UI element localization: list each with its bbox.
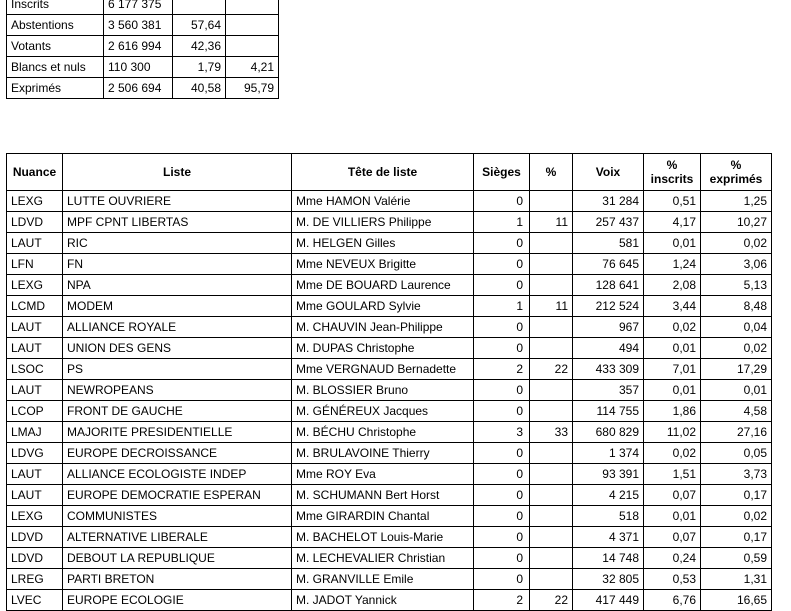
cell-tete-de-liste: M. BÉCHU Christophe — [292, 422, 474, 443]
cell-pct — [530, 254, 573, 275]
cell-nuance: LAUT — [7, 380, 63, 401]
cell-tete-de-liste: M. CHAUVIN Jean-Philippe — [292, 317, 474, 338]
cell-nuance: LDVD — [7, 527, 63, 548]
cell-sieges: 2 — [474, 359, 530, 380]
cell-voix: 4 371 — [573, 527, 644, 548]
cell-voix: 357 — [573, 380, 644, 401]
cell-sieges: 0 — [474, 401, 530, 422]
cell-nuance: LVEC — [7, 590, 63, 611]
cell-voix: 128 641 — [573, 275, 644, 296]
cell-pct-inscrits: 0,24 — [644, 548, 701, 569]
cell-pct-inscrits: 0,02 — [644, 317, 701, 338]
cell-pct-exprimes: 17,29 — [701, 359, 772, 380]
summary-pct-votants — [226, 0, 279, 15]
cell-sieges: 0 — [474, 506, 530, 527]
summary-count: 2 616 994 — [104, 36, 173, 57]
cell-voix: 14 748 — [573, 548, 644, 569]
table-row — [7, 233, 772, 254]
table-row — [7, 548, 772, 569]
cell-tete-de-liste: Mme GIRARDIN Chantal — [292, 506, 474, 527]
summary-row — [7, 36, 279, 57]
cell-tete-de-liste: M. HELGEN Gilles — [292, 233, 474, 254]
cell-pct-inscrits: 3,44 — [644, 296, 701, 317]
summary-label: Blancs et nuls — [7, 57, 104, 78]
header-pct-inscrits — [644, 154, 701, 191]
cell-liste: ALTERNATIVE LIBERALE — [63, 527, 292, 548]
cell-voix: 32 805 — [573, 569, 644, 590]
cell-voix: 212 524 — [573, 296, 644, 317]
cell-pct-exprimes: 0,05 — [701, 443, 772, 464]
cell-pct-exprimes: 0,02 — [701, 233, 772, 254]
cell-pct-inscrits: 1,86 — [644, 401, 701, 422]
summary-row — [7, 57, 279, 78]
cell-voix: 494 — [573, 338, 644, 359]
summary-pct-votants — [226, 15, 279, 36]
cell-pct-exprimes: 10,27 — [701, 212, 772, 233]
cell-sieges: 2 — [474, 590, 530, 611]
cell-liste: ALLIANCE ROYALE — [63, 317, 292, 338]
cell-pct-inscrits: 0,07 — [644, 485, 701, 506]
cell-pct: 22 — [530, 590, 573, 611]
cell-tete-de-liste: M. DUPAS Christophe — [292, 338, 474, 359]
cell-sieges: 1 — [474, 212, 530, 233]
cell-liste: EUROPE DECROISSANCE — [63, 443, 292, 464]
cell-pct: 11 — [530, 296, 573, 317]
cell-pct-exprimes: 1,25 — [701, 191, 772, 212]
turnout-summary-body — [7, 0, 279, 99]
header-pct-inscrits-line1: % — [666, 158, 678, 172]
header-pct-exprimes-line2: exprimés — [709, 172, 763, 186]
cell-liste: LUTTE OUVRIERE — [63, 191, 292, 212]
cell-liste: EUROPE ECOLOGIE — [63, 590, 292, 611]
header-nuance: Nuance — [7, 154, 63, 191]
cell-pct — [530, 548, 573, 569]
cell-voix: 680 829 — [573, 422, 644, 443]
turnout-summary-table — [6, 0, 279, 99]
summary-count: 6 177 375 — [104, 0, 173, 15]
summary-pct-votants — [226, 36, 279, 57]
summary-count: 110 300 — [104, 57, 173, 78]
cell-pct — [530, 401, 573, 422]
cell-pct-inscrits: 0,01 — [644, 233, 701, 254]
cell-pct-exprimes: 27,16 — [701, 422, 772, 443]
cell-nuance: LAUT — [7, 338, 63, 359]
table-row — [7, 485, 772, 506]
summary-label: Inscrits — [7, 0, 104, 15]
cell-voix: 93 391 — [573, 464, 644, 485]
summary-label: Votants — [7, 36, 104, 57]
cell-liste: PARTI BRETON — [63, 569, 292, 590]
cell-voix: 581 — [573, 233, 644, 254]
cell-pct-exprimes: 0,17 — [701, 527, 772, 548]
summary-count: 2 506 694 — [104, 78, 173, 99]
cell-tete-de-liste: Mme GOULARD Sylvie — [292, 296, 474, 317]
summary-pct-inscrits — [173, 0, 226, 15]
cell-voix: 31 284 — [573, 191, 644, 212]
cell-tete-de-liste: M. SCHUMANN Bert Horst — [292, 485, 474, 506]
cell-voix: 967 — [573, 317, 644, 338]
cell-tete-de-liste: Mme NEVEUX Brigitte — [292, 254, 474, 275]
table-row — [7, 506, 772, 527]
cell-pct-inscrits: 6,76 — [644, 590, 701, 611]
cell-liste: EUROPE DEMOCRATIE ESPERAN — [63, 485, 292, 506]
cell-pct-inscrits: 0,01 — [644, 506, 701, 527]
table-row — [7, 443, 772, 464]
cell-pct — [530, 233, 573, 254]
table-row — [7, 380, 772, 401]
cell-liste: FN — [63, 254, 292, 275]
cell-sieges: 0 — [474, 338, 530, 359]
cell-nuance: LAUT — [7, 464, 63, 485]
cell-nuance: LFN — [7, 254, 63, 275]
table-row — [7, 527, 772, 548]
cell-pct-exprimes: 4,58 — [701, 401, 772, 422]
cell-liste: ALLIANCE ECOLOGISTE INDEP — [63, 464, 292, 485]
results-body — [7, 191, 772, 611]
cell-sieges: 0 — [474, 569, 530, 590]
cell-tete-de-liste: M. LECHEVALIER Christian — [292, 548, 474, 569]
cell-tete-de-liste: M. GÉNÉREUX Jacques — [292, 401, 474, 422]
cell-pct-exprimes: 0,02 — [701, 338, 772, 359]
cell-nuance: LAUT — [7, 233, 63, 254]
summary-pct-inscrits: 42,36 — [173, 36, 226, 57]
cell-tete-de-liste: M. DE VILLIERS Philippe — [292, 212, 474, 233]
cell-pct-inscrits: 1,51 — [644, 464, 701, 485]
cell-pct — [530, 275, 573, 296]
summary-pct-inscrits: 57,64 — [173, 15, 226, 36]
summary-pct-inscrits: 40,58 — [173, 78, 226, 99]
cell-pct-inscrits: 0,01 — [644, 338, 701, 359]
table-row — [7, 401, 772, 422]
cell-pct: 33 — [530, 422, 573, 443]
summary-count: 3 560 381 — [104, 15, 173, 36]
table-row — [7, 191, 772, 212]
cell-liste: DEBOUT LA REPUBLIQUE — [63, 548, 292, 569]
cell-pct-exprimes: 8,48 — [701, 296, 772, 317]
table-row — [7, 422, 772, 443]
summary-row — [7, 0, 279, 15]
table-row — [7, 359, 772, 380]
header-pct-exprimes — [701, 154, 772, 191]
table-row — [7, 317, 772, 338]
cell-voix: 4 215 — [573, 485, 644, 506]
cell-voix: 433 309 — [573, 359, 644, 380]
results-header-row — [7, 154, 772, 191]
cell-tete-de-liste: Mme VERGNAUD Bernadette — [292, 359, 474, 380]
cell-nuance: LDVD — [7, 548, 63, 569]
cell-liste: NPA — [63, 275, 292, 296]
cell-sieges: 0 — [474, 548, 530, 569]
table-row — [7, 464, 772, 485]
cell-tete-de-liste: M. GRANVILLE Emile — [292, 569, 474, 590]
table-row — [7, 296, 772, 317]
cell-nuance: LMAJ — [7, 422, 63, 443]
cell-nuance: LDVG — [7, 443, 63, 464]
cell-sieges: 0 — [474, 464, 530, 485]
cell-sieges: 0 — [474, 485, 530, 506]
cell-tete-de-liste: M. BRULAVOINE Thierry — [292, 443, 474, 464]
header-pct-exprimes-line1: % — [730, 158, 742, 172]
cell-tete-de-liste: M. BLOSSIER Bruno — [292, 380, 474, 401]
cell-pct-inscrits: 0,01 — [644, 380, 701, 401]
header-voix: Voix — [573, 154, 644, 191]
summary-label: Abstentions — [7, 15, 104, 36]
cell-pct — [530, 338, 573, 359]
table-row — [7, 212, 772, 233]
cell-pct — [530, 317, 573, 338]
table-row — [7, 338, 772, 359]
cell-nuance: LCMD — [7, 296, 63, 317]
cell-pct-exprimes: 16,65 — [701, 590, 772, 611]
cell-sieges: 0 — [474, 527, 530, 548]
cell-nuance: LDVD — [7, 212, 63, 233]
cell-tete-de-liste: Mme HAMON Valérie — [292, 191, 474, 212]
cell-pct-inscrits: 11,02 — [644, 422, 701, 443]
cell-pct-exprimes: 0,17 — [701, 485, 772, 506]
cell-pct — [530, 443, 573, 464]
cell-pct-exprimes: 3,73 — [701, 464, 772, 485]
cell-pct-exprimes: 0,59 — [701, 548, 772, 569]
cell-pct-exprimes: 5,13 — [701, 275, 772, 296]
cell-nuance: LAUT — [7, 317, 63, 338]
cell-pct-inscrits: 0,02 — [644, 443, 701, 464]
cell-voix: 1 374 — [573, 443, 644, 464]
cell-sieges: 3 — [474, 422, 530, 443]
cell-pct: 11 — [530, 212, 573, 233]
cell-pct — [530, 191, 573, 212]
cell-tete-de-liste: Mme DE BOUARD Laurence — [292, 275, 474, 296]
cell-voix: 518 — [573, 506, 644, 527]
cell-nuance: LREG — [7, 569, 63, 590]
cell-pct-inscrits: 4,17 — [644, 212, 701, 233]
cell-pct-inscrits: 2,08 — [644, 275, 701, 296]
summary-row — [7, 15, 279, 36]
cell-sieges: 0 — [474, 191, 530, 212]
cell-nuance: LSOC — [7, 359, 63, 380]
summary-pct-votants: 4,21 — [226, 57, 279, 78]
summary-row — [7, 78, 279, 99]
cell-pct — [530, 569, 573, 590]
cell-pct-inscrits: 0,53 — [644, 569, 701, 590]
cell-sieges: 0 — [474, 317, 530, 338]
cell-pct-inscrits: 0,51 — [644, 191, 701, 212]
cell-liste: MAJORITE PRESIDENTIELLE — [63, 422, 292, 443]
header-tete-de-liste: Tête de liste — [292, 154, 474, 191]
cell-sieges: 0 — [474, 443, 530, 464]
cell-liste: MODEM — [63, 296, 292, 317]
header-pct-inscrits-line2: inscrits — [650, 172, 694, 186]
cell-pct-exprimes: 0,02 — [701, 506, 772, 527]
cell-voix: 257 437 — [573, 212, 644, 233]
cell-pct: 22 — [530, 359, 573, 380]
cell-pct-inscrits: 1,24 — [644, 254, 701, 275]
results-header — [7, 154, 772, 191]
cell-pct — [530, 464, 573, 485]
cell-voix: 114 755 — [573, 401, 644, 422]
cell-pct — [530, 506, 573, 527]
cell-liste: FRONT DE GAUCHE — [63, 401, 292, 422]
cell-nuance: LEXG — [7, 506, 63, 527]
header-pct: % — [530, 154, 573, 191]
cell-nuance: LEXG — [7, 191, 63, 212]
cell-voix: 76 645 — [573, 254, 644, 275]
cell-liste: MPF CPNT LIBERTAS — [63, 212, 292, 233]
cell-liste: COMMUNISTES — [63, 506, 292, 527]
cell-pct-exprimes: 3,06 — [701, 254, 772, 275]
table-row — [7, 254, 772, 275]
summary-pct-votants: 95,79 — [226, 78, 279, 99]
cell-nuance: LEXG — [7, 275, 63, 296]
cell-nuance: LAUT — [7, 485, 63, 506]
cell-liste: PS — [63, 359, 292, 380]
cell-voix: 417 449 — [573, 590, 644, 611]
cell-pct-exprimes: 1,31 — [701, 569, 772, 590]
cell-sieges: 0 — [474, 233, 530, 254]
table-row — [7, 590, 772, 611]
cell-sieges: 1 — [474, 296, 530, 317]
summary-label: Exprimés — [7, 78, 104, 99]
cell-pct — [530, 380, 573, 401]
cell-tete-de-liste: M. JADOT Yannick — [292, 590, 474, 611]
cell-liste: NEWROPEANS — [63, 380, 292, 401]
cell-tete-de-liste: Mme ROY Eva — [292, 464, 474, 485]
cell-nuance: LCOP — [7, 401, 63, 422]
cell-liste: UNION DES GENS — [63, 338, 292, 359]
cell-sieges: 0 — [474, 254, 530, 275]
cell-pct — [530, 527, 573, 548]
header-sieges: Sièges — [474, 154, 530, 191]
cell-pct-inscrits: 7,01 — [644, 359, 701, 380]
election-results-table — [6, 153, 772, 611]
summary-pct-inscrits: 1,79 — [173, 57, 226, 78]
cell-pct-inscrits: 0,07 — [644, 527, 701, 548]
cell-sieges: 0 — [474, 275, 530, 296]
cell-pct-exprimes: 0,04 — [701, 317, 772, 338]
cell-liste: RIC — [63, 233, 292, 254]
cell-sieges: 0 — [474, 380, 530, 401]
table-row — [7, 569, 772, 590]
header-liste: Liste — [63, 154, 292, 191]
cell-pct-exprimes: 0,01 — [701, 380, 772, 401]
table-row — [7, 275, 772, 296]
cell-tete-de-liste: M. BACHELOT Louis-Marie — [292, 527, 474, 548]
cell-pct — [530, 485, 573, 506]
